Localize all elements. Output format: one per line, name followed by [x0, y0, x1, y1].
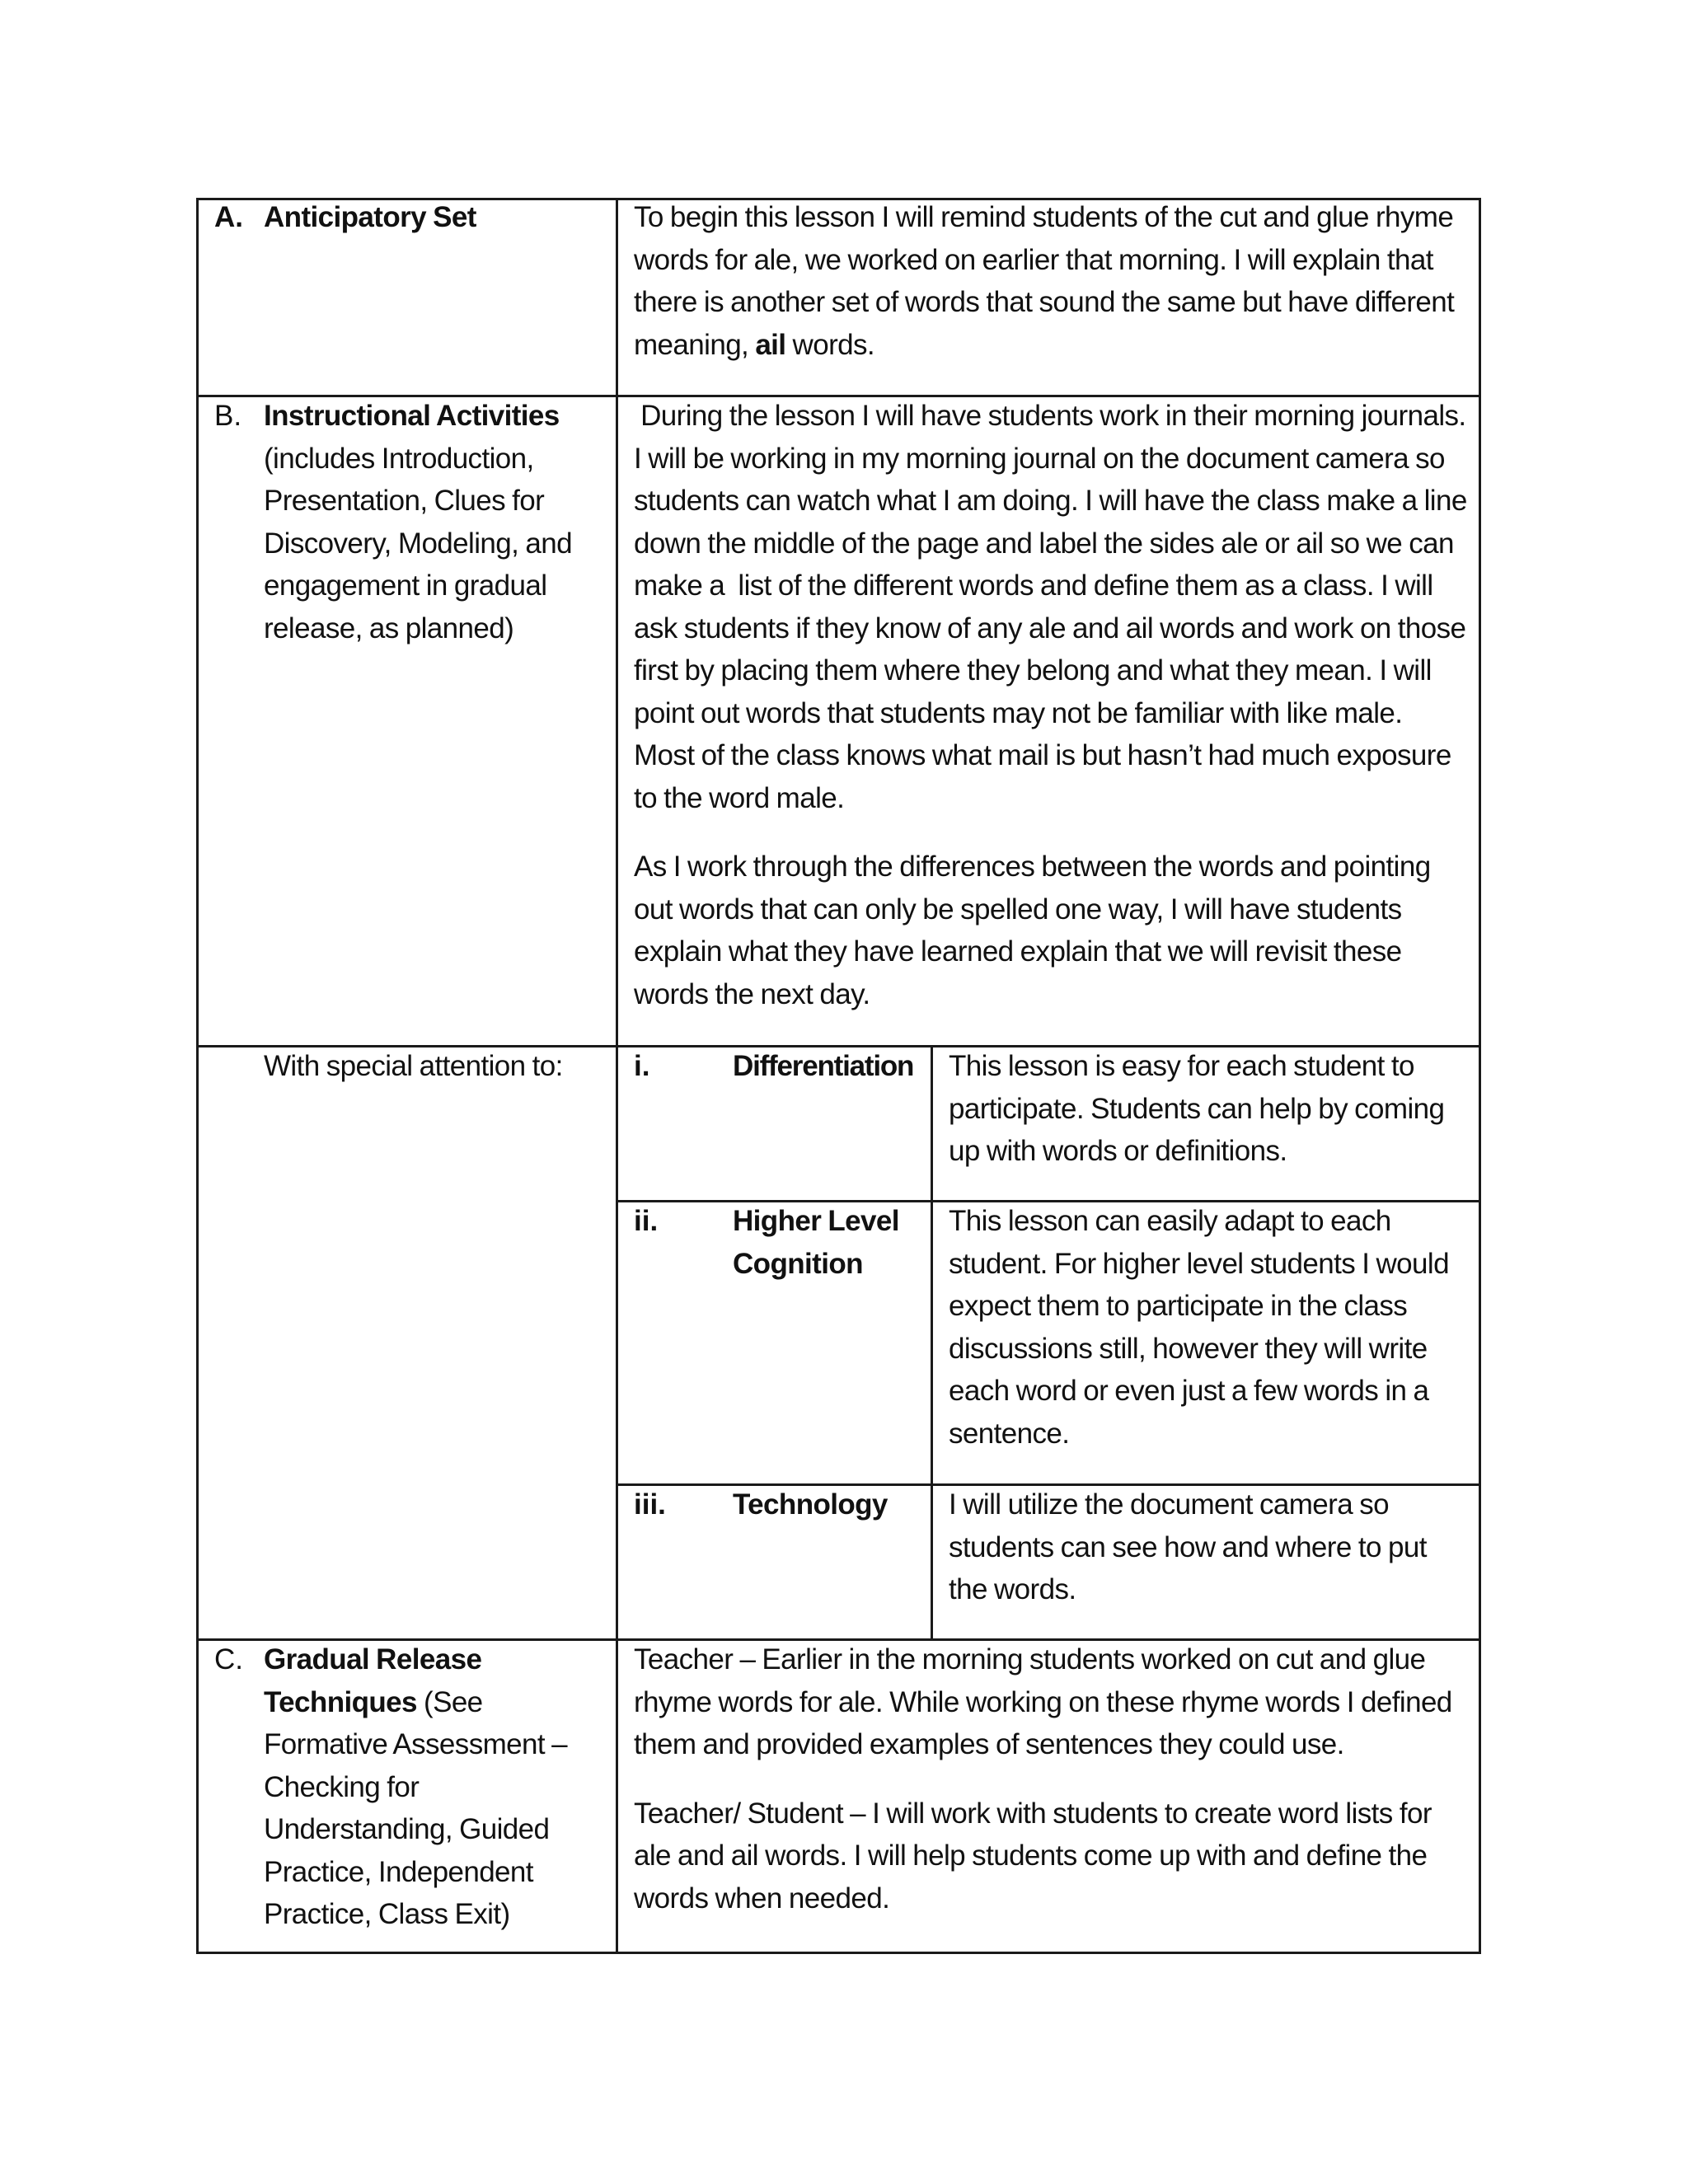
- section-b-letter: B.: [214, 400, 242, 432]
- section-b-title: Instructional Activities: [264, 400, 560, 432]
- section-a-emphasis: ail: [755, 328, 786, 361]
- section-c-content: [634, 1638, 1468, 1919]
- section-c-heading: [264, 1638, 610, 1936]
- section-c-subtitle: (See Formative Assessment – Checking for Understanding, Guided Practice, Independent Practice, Class Exit): [264, 1685, 567, 1930]
- section-a-text: To begin this lesson I will remind students of the cut and glue rhyme words for ale, we worked on earlier that morning. I will explain that there is another set of words that sound the same but have different meaning,: [634, 201, 1455, 361]
- section-a-text-end: words.: [785, 328, 875, 361]
- item-iii-title: Technology: [733, 1488, 888, 1521]
- section-a-letter: A.: [214, 201, 243, 233]
- section-c-letter: C.: [214, 1643, 243, 1675]
- special-attention-label: With special attention to:: [264, 1050, 563, 1082]
- item-ii-title: Higher Level Cognition: [733, 1205, 899, 1280]
- section-b-heading: [264, 395, 602, 649]
- section-b-content: [634, 395, 1474, 1015]
- section-c-paragraph-2: Teacher/ Student – I will work with students to create word lists for ale and ail words. I will help students come up with and define the words when needed.: [634, 1797, 1432, 1915]
- section-b-paragraph-1: During the lesson I will have students work in their morning journals. I will be working in my morning journal on the document camera so students can watch what I am doing. I will have the class make a line down the middle of the page and label the sides ale or ail so we can make a list of the different words and define them as a class. I will ask students if they know of any ale and ail words and work on those first by placing them where they belong and what they mean. I will point out words that students may not be familiar with like male. Most of the class knows what mail is but hasn’t had much exposure to the word male.: [634, 400, 1474, 814]
- item-iii-numeral: iii.: [634, 1488, 666, 1521]
- item-i-title: Differentiation: [733, 1050, 914, 1082]
- section-a-title: Anticipatory Set: [264, 201, 476, 233]
- column-divider: [616, 198, 618, 1954]
- item-iii-text: I will utilize the document camera so students can see how and where to put the words.: [949, 1488, 1427, 1605]
- section-c-title: Gradual Release Techniques: [264, 1643, 482, 1718]
- section-b-subtitle: (includes Introduction, Presentation, Clues for Discovery, Modeling, and engagement in gradual release, as planned): [264, 442, 572, 644]
- item-i-text: This lesson is easy for each student to participate. Students can help by coming up with words or definitions.: [949, 1050, 1445, 1167]
- item-i-numeral: i.: [634, 1050, 650, 1082]
- item-ii-numeral: ii.: [634, 1205, 659, 1237]
- section-a-content: [634, 196, 1466, 366]
- section-b-paragraph-2: As I work through the differences between the words and pointing out words that can only be spelled one way, I will have students explain what they have learned explain that we will revisit these words the next day.: [634, 851, 1431, 1010]
- section-c-paragraph-1: Teacher – Earlier in the morning students worked on cut and glue rhyme words for ale. While working on these rhyme words I defined them and provided examples of sentences they could use.: [634, 1643, 1452, 1760]
- nested-column-divider: [931, 1045, 933, 1640]
- item-ii-text: This lesson can easily adapt to each student. For higher level students I would expect them to participate in the class discussions still, however they will write each word or even just a few words in a sentence.: [949, 1205, 1449, 1450]
